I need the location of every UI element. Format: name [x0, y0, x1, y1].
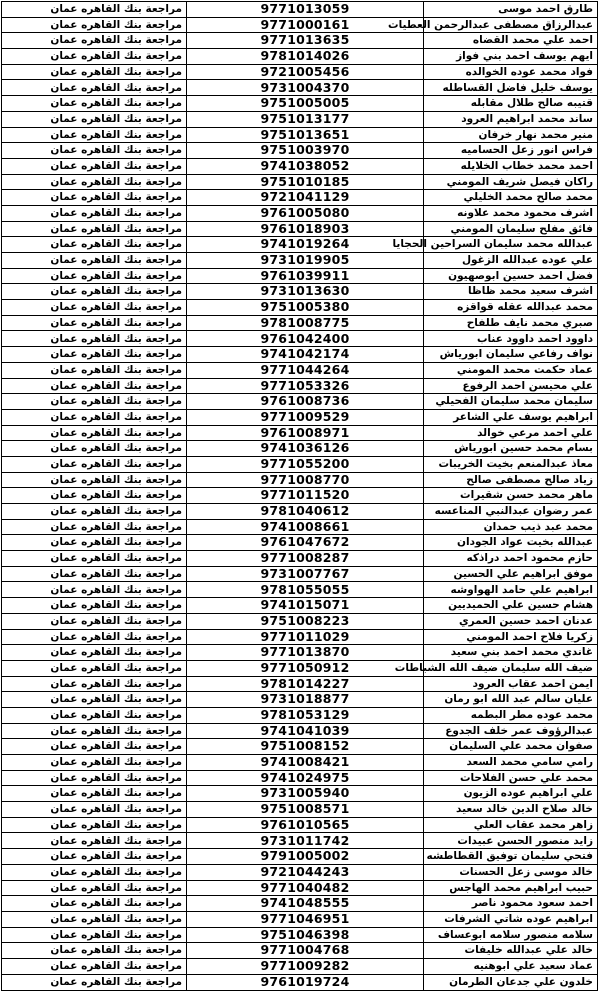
row-note: مراجعة بنك القاهره عمان [2, 645, 187, 661]
row-name: اشرف محمود محمد علاونه [424, 205, 598, 221]
row-name: عبدالرزاق مصطفى عبدالرحمن العطيات [424, 17, 598, 33]
table-row [2, 692, 598, 708]
row-note: مراجعة بنك القاهره عمان [2, 504, 187, 520]
row-number: 9771011029 [187, 629, 424, 645]
row-note: مراجعة بنك القاهره عمان [2, 629, 187, 645]
table-row [2, 676, 598, 692]
row-number: 9771046951 [187, 911, 424, 927]
table-row [2, 2, 598, 18]
row-number: 9741036126 [187, 441, 424, 457]
row-name: عليان سالم عبد الله ابو رمان [424, 692, 598, 708]
row-number: 9761010565 [187, 817, 424, 833]
table-row [2, 974, 598, 990]
row-note: مراجعة بنك القاهره عمان [2, 315, 187, 331]
row-number: 9741024975 [187, 770, 424, 786]
row-name: رامي سامي محمد السعد [424, 755, 598, 771]
row-note: مراجعة بنك القاهره عمان [2, 849, 187, 865]
table-row [2, 143, 598, 159]
row-number: 9781014026 [187, 49, 424, 65]
row-name: زاهر محمد عقاب العلي [424, 817, 598, 833]
row-note: مراجعة بنك القاهره عمان [2, 158, 187, 174]
row-number: 9741015071 [187, 598, 424, 614]
row-name: عماد سعيد علي ابوهنيه [424, 958, 598, 974]
row-note: مراجعة بنك القاهره عمان [2, 786, 187, 802]
table-row [2, 833, 598, 849]
table-row [2, 268, 598, 284]
row-number: 9751013651 [187, 127, 424, 143]
row-note: مراجعة بنك القاهره عمان [2, 927, 187, 943]
row-number: 9771055200 [187, 456, 424, 472]
row-note: مراجعة بنك القاهره عمان [2, 833, 187, 849]
row-note: مراجعة بنك القاهره عمان [2, 755, 187, 771]
row-note: مراجعة بنك القاهره عمان [2, 692, 187, 708]
row-number: 9741041039 [187, 723, 424, 739]
row-note: مراجعة بنك القاهره عمان [2, 174, 187, 190]
row-name: زياد صالح مصطفى صالح [424, 472, 598, 488]
row-name: علي محيسن احمد الرفوع [424, 378, 598, 394]
row-name: سليمان محمد سليمان الفحيلي [424, 394, 598, 410]
row-name: فضل احمد حسين ابوصهيون [424, 268, 598, 284]
row-note: مراجعة بنك القاهره عمان [2, 409, 187, 425]
table-row [2, 613, 598, 629]
row-name: علي ابراهيم عوده الزيون [424, 786, 598, 802]
row-number: 9761019724 [187, 974, 424, 990]
table-row [2, 911, 598, 927]
table-row [2, 158, 598, 174]
row-number: 9771009529 [187, 409, 424, 425]
row-number: 9781014227 [187, 676, 424, 692]
row-name: صبري محمد نايف طلفاح [424, 315, 598, 331]
table-row [2, 425, 598, 441]
row-number: 9731007767 [187, 566, 424, 582]
row-number: 9761042400 [187, 331, 424, 347]
row-name: حبيب ابراهيم محمد الهاجس [424, 880, 598, 896]
row-number: 9791005002 [187, 849, 424, 865]
records-table-body [2, 2, 598, 991]
table-row [2, 770, 598, 786]
row-number: 9751013177 [187, 111, 424, 127]
table-row [2, 660, 598, 676]
row-note: مراجعة بنك القاهره عمان [2, 253, 187, 269]
row-name: محمد عبدالله عقله قواقزه [424, 300, 598, 316]
row-note: مراجعة بنك القاهره عمان [2, 519, 187, 535]
row-name: فتحي سليمان توفيق القطاطشه [424, 849, 598, 865]
row-name: عبدالرؤوف عمر خلف الجدوع [424, 723, 598, 739]
row-number: 9771009282 [187, 958, 424, 974]
row-note: مراجعة بنك القاهره عمان [2, 598, 187, 614]
table-row [2, 331, 598, 347]
row-note: مراجعة بنك القاهره عمان [2, 958, 187, 974]
row-name: زايد منصور الحسن عبيدات [424, 833, 598, 849]
row-note: مراجعة بنك القاهره عمان [2, 284, 187, 300]
table-row [2, 111, 598, 127]
table-row [2, 64, 598, 80]
row-number: 9751008152 [187, 739, 424, 755]
table-row [2, 174, 598, 190]
table-row [2, 519, 598, 535]
table-row [2, 17, 598, 33]
row-name: ايمن احمد عقاب العرود [424, 676, 598, 692]
row-name: خالد علي عبدالله خليفات [424, 943, 598, 959]
row-number: 9771013635 [187, 33, 424, 49]
row-name: محمد عوده مطر البطمه [424, 707, 598, 723]
row-note: مراجعة بنك القاهره عمان [2, 205, 187, 221]
row-number: 9751008571 [187, 802, 424, 818]
row-number: 9741042174 [187, 347, 424, 363]
row-note: مراجعة بنك القاهره عمان [2, 582, 187, 598]
row-number: 9771053326 [187, 378, 424, 394]
row-note: مراجعة بنك القاهره عمان [2, 80, 187, 96]
table-row [2, 378, 598, 394]
row-number: 9731004370 [187, 80, 424, 96]
row-name: موفق ابراهيم علي الحسين [424, 566, 598, 582]
row-note: مراجعة بنك القاهره عمان [2, 613, 187, 629]
table-row [2, 80, 598, 96]
records-table [1, 1, 598, 991]
table-row [2, 205, 598, 221]
row-name: عماد حكمت محمد المومني [424, 362, 598, 378]
row-number: 9751005380 [187, 300, 424, 316]
row-name: محمد صالح محمد الخليلي [424, 190, 598, 206]
row-name: اشرف سعيد محمد ظاظا [424, 284, 598, 300]
row-number: 9731013630 [187, 284, 424, 300]
row-name: طارق احمد موسى [424, 2, 598, 18]
table-row [2, 456, 598, 472]
row-name: راكان فيصل شريف المومني [424, 174, 598, 190]
row-name: منير محمد نهار خرفان [424, 127, 598, 143]
row-number: 9771008770 [187, 472, 424, 488]
table-row [2, 409, 598, 425]
row-note: مراجعة بنك القاهره عمان [2, 441, 187, 457]
table-row [2, 127, 598, 143]
row-name: علي عوده عبدالله الزغول [424, 253, 598, 269]
row-note: مراجعة بنك القاهره عمان [2, 896, 187, 912]
row-name: داوود احمد داوود عناب [424, 331, 598, 347]
row-name: ابراهيم علي حامد الهواوشه [424, 582, 598, 598]
row-note: مراجعة بنك القاهره عمان [2, 378, 187, 394]
row-number: 9781053129 [187, 707, 424, 723]
row-number: 9751003970 [187, 143, 424, 159]
row-name: هشام حسين علي الحميديين [424, 598, 598, 614]
table-row [2, 880, 598, 896]
row-name: ماهر محمد حسن شقيرات [424, 488, 598, 504]
table-row [2, 629, 598, 645]
row-note: مراجعة بنك القاهره عمان [2, 49, 187, 65]
row-number: 9771000161 [187, 17, 424, 33]
row-name: احمد محمد خطاب الخلايله [424, 158, 598, 174]
table-row [2, 551, 598, 567]
row-note: مراجعة بنك القاهره عمان [2, 707, 187, 723]
table-row [2, 472, 598, 488]
table-row [2, 927, 598, 943]
table-row [2, 284, 598, 300]
row-number: 9771044264 [187, 362, 424, 378]
row-note: مراجعة بنك القاهره عمان [2, 425, 187, 441]
table-row [2, 786, 598, 802]
table-row [2, 253, 598, 269]
table-row [2, 96, 598, 112]
row-note: مراجعة بنك القاهره عمان [2, 221, 187, 237]
row-note: مراجعة بنك القاهره عمان [2, 127, 187, 143]
row-number: 9771013870 [187, 645, 424, 661]
row-number: 9771011520 [187, 488, 424, 504]
table-row [2, 221, 598, 237]
row-number: 9761018903 [187, 221, 424, 237]
row-name: فواد محمد عوده الخوالده [424, 64, 598, 80]
table-row [2, 504, 598, 520]
row-name: خالد موسى زعل الحسنات [424, 864, 598, 880]
row-number: 9781055055 [187, 582, 424, 598]
table-row [2, 441, 598, 457]
row-note: مراجعة بنك القاهره عمان [2, 660, 187, 676]
row-number: 9771008287 [187, 551, 424, 567]
row-name: احمد علي محمد القضاه [424, 33, 598, 49]
table-row [2, 566, 598, 582]
row-name: عمر رضوان عبدالنبي المناعسه [424, 504, 598, 520]
row-name: محمد عبد ذيب حمدان [424, 519, 598, 535]
row-note: مراجعة بنك القاهره عمان [2, 974, 187, 990]
row-note: مراجعة بنك القاهره عمان [2, 268, 187, 284]
row-name: عبدالله محمد سليمان السراحين الحجايا [424, 237, 598, 253]
row-name: خلدون علي جدعان الطرمان [424, 974, 598, 990]
table-row [2, 535, 598, 551]
row-note: مراجعة بنك القاهره عمان [2, 488, 187, 504]
row-note: مراجعة بنك القاهره عمان [2, 2, 187, 18]
row-note: مراجعة بنك القاهره عمان [2, 64, 187, 80]
row-note: مراجعة بنك القاهره عمان [2, 111, 187, 127]
table-row [2, 190, 598, 206]
row-number: 9761047672 [187, 535, 424, 551]
row-number: 9751046398 [187, 927, 424, 943]
table-row [2, 645, 598, 661]
row-number: 9721041129 [187, 190, 424, 206]
table-row [2, 33, 598, 49]
table-row [2, 707, 598, 723]
table-row [2, 896, 598, 912]
table-row [2, 864, 598, 880]
row-name: غاندي محمد احمد بني سعيد [424, 645, 598, 661]
row-number: 9721005456 [187, 64, 424, 80]
row-name: محمد علي حسن الفلاحات [424, 770, 598, 786]
row-note: مراجعة بنك القاهره عمان [2, 551, 187, 567]
row-name: ابراهيم يوسف علي الشاعر [424, 409, 598, 425]
row-note: مراجعة بنك القاهره عمان [2, 394, 187, 410]
table-row [2, 739, 598, 755]
row-name: بسام محمد حسين ابورياش [424, 441, 598, 457]
row-note: مراجعة بنك القاهره عمان [2, 300, 187, 316]
row-number: 9741008661 [187, 519, 424, 535]
row-name: عدنان احمد حسين العمري [424, 613, 598, 629]
row-note: مراجعة بنك القاهره عمان [2, 802, 187, 818]
row-note: مراجعة بنك القاهره عمان [2, 770, 187, 786]
row-number: 9741048555 [187, 896, 424, 912]
row-name: ابراهيم عوده شاتي الشرفات [424, 911, 598, 927]
table-row [2, 723, 598, 739]
row-name: ايهم يوسف احمد بني فواز [424, 49, 598, 65]
row-name: زكريا فلاح احمد المومني [424, 629, 598, 645]
row-name: ساند محمد ابراهيم العرود [424, 111, 598, 127]
row-note: مراجعة بنك القاهره عمان [2, 817, 187, 833]
row-name: خالد صلاح الدين خالد سعيد [424, 802, 598, 818]
row-note: مراجعة بنك القاهره عمان [2, 472, 187, 488]
table-row [2, 582, 598, 598]
row-note: مراجعة بنك القاهره عمان [2, 143, 187, 159]
row-note: مراجعة بنك القاهره عمان [2, 535, 187, 551]
row-name: قتيبه صالح طلال مقابله [424, 96, 598, 112]
row-number: 9771050912 [187, 660, 424, 676]
row-note: مراجعة بنك القاهره عمان [2, 880, 187, 896]
table-row [2, 362, 598, 378]
row-note: مراجعة بنك القاهره عمان [2, 943, 187, 959]
row-number: 9751008223 [187, 613, 424, 629]
row-note: مراجعة بنك القاهره عمان [2, 566, 187, 582]
row-number: 9741038052 [187, 158, 424, 174]
table-row [2, 598, 598, 614]
table-row [2, 315, 598, 331]
row-name: حازم محمود احمد دراذكه [424, 551, 598, 567]
row-number: 9771013059 [187, 2, 424, 18]
row-number: 9731011742 [187, 833, 424, 849]
row-number: 9781040612 [187, 504, 424, 520]
row-number: 9751005005 [187, 96, 424, 112]
row-name: ضيف الله سليمان ضيف الله الشباطات [424, 660, 598, 676]
row-name: احمد سعود محمود ناصر [424, 896, 598, 912]
row-name: سلامه منصور سلامه ابوعساف [424, 927, 598, 943]
row-note: مراجعة بنك القاهره عمان [2, 456, 187, 472]
row-number: 9731019905 [187, 253, 424, 269]
table-row [2, 347, 598, 363]
row-name: يوسف خليل فاضل القساطله [424, 80, 598, 96]
row-number: 9761039911 [187, 268, 424, 284]
table-row [2, 49, 598, 65]
row-note: مراجعة بنك القاهره عمان [2, 911, 187, 927]
row-number: 9741008421 [187, 755, 424, 771]
row-name: فائق مفلح سليمان المومني [424, 221, 598, 237]
row-note: مراجعة بنك القاهره عمان [2, 362, 187, 378]
row-number: 9781008775 [187, 315, 424, 331]
row-number: 9771040482 [187, 880, 424, 896]
table-row [2, 849, 598, 865]
table-row [2, 817, 598, 833]
row-note: مراجعة بنك القاهره عمان [2, 237, 187, 253]
row-name: فراس انور زعل الحساميه [424, 143, 598, 159]
row-name: نواف رفاعي سليمان ابورياش [424, 347, 598, 363]
row-name: معاذ عبدالمنعم بخيت الخريبات [424, 456, 598, 472]
row-number: 9761008971 [187, 425, 424, 441]
table-row [2, 943, 598, 959]
row-name: عبدالله بخيت عواد الجودان [424, 535, 598, 551]
table-row [2, 802, 598, 818]
table-row [2, 755, 598, 771]
row-note: مراجعة بنك القاهره عمان [2, 739, 187, 755]
row-number: 9741019264 [187, 237, 424, 253]
table-row [2, 394, 598, 410]
row-note: مراجعة بنك القاهره عمان [2, 17, 187, 33]
row-note: مراجعة بنك القاهره عمان [2, 331, 187, 347]
row-number: 9721044243 [187, 864, 424, 880]
table-row [2, 958, 598, 974]
row-note: مراجعة بنك القاهره عمان [2, 676, 187, 692]
row-note: مراجعة بنك القاهره عمان [2, 190, 187, 206]
row-name: صفوان محمد علي السليمان [424, 739, 598, 755]
table-row [2, 300, 598, 316]
row-note: مراجعة بنك القاهره عمان [2, 864, 187, 880]
row-note: مراجعة بنك القاهره عمان [2, 347, 187, 363]
row-number: 9761005080 [187, 205, 424, 221]
row-number: 9771004768 [187, 943, 424, 959]
row-name: علي احمد مرعي خوالد [424, 425, 598, 441]
row-number: 9731018877 [187, 692, 424, 708]
row-note: مراجعة بنك القاهره عمان [2, 96, 187, 112]
row-number: 9731005940 [187, 786, 424, 802]
table-row [2, 237, 598, 253]
row-note: مراجعة بنك القاهره عمان [2, 723, 187, 739]
row-number: 9761008736 [187, 394, 424, 410]
row-note: مراجعة بنك القاهره عمان [2, 33, 187, 49]
table-row [2, 488, 598, 504]
row-number: 9751010185 [187, 174, 424, 190]
